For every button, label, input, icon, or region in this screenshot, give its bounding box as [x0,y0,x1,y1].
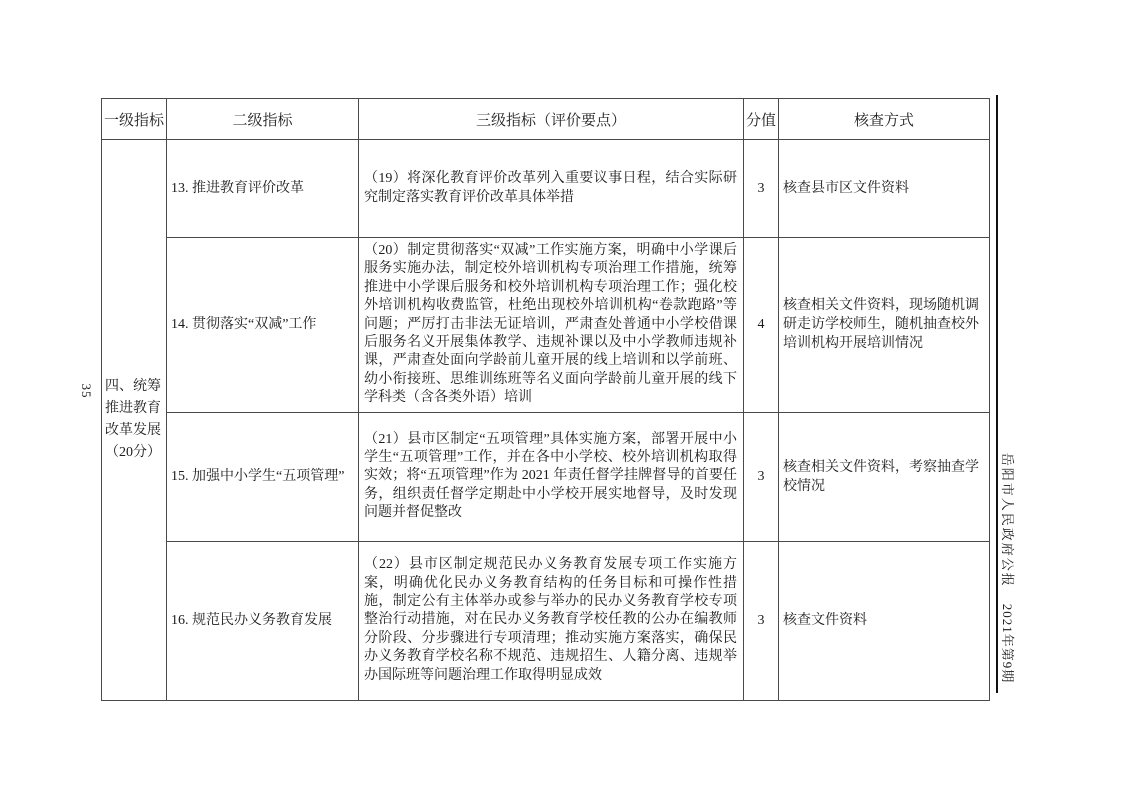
header-level3-indicator: 三级指标（评价要点） [359,99,744,140]
header-level1-indicator: 一级指标 [102,99,167,140]
table-row [102,238,990,413]
verification-method-cell: 核查相关文件资料，考察抽查学校情况 [779,412,990,541]
level3-indicator-cell: （22）县市区制定规范民办义务教育发展专项工作实施方案，明确优化民办义务教育结构的任务目标和可操作性措施，制定公有主体举办或参与举办的民办义务教育学校专项整治行动措施，对在民办义务教育学校任教的公办在编教师分阶段、分步骤进行专项清理；推动实施方案落实，确保民办义务教育学校名称不规范、违规招生、人籍分离、违规举办国际班等问题治理工作取得明显成效 [359,541,744,700]
table-row [102,412,990,541]
right-margin-gazette-title [1000,448,1018,688]
table-row [102,541,990,700]
score-cell: 3 [744,541,779,700]
verification-method-cell: 核查文件资料 [779,541,990,700]
level2-indicator-cell: 13. 推进教育评价改革 [167,140,359,238]
header-score: 分值 [744,99,779,140]
level3-indicator-cell: （20）制定贯彻落实“双减”工作实施方案，明确中小学课后服务实施办法，制定校外培训机构专项治理工作措施，统筹推进中小学课后服务和校外培训机构专项治理工作；强化校外培训机构收费监管，杜绝出现校外培训机构“卷款跑路”等问题；严厉打击非法无证培训，严肃查处普通中小学校借课后服务名义开展集体教学、违规补课以及中小学教师违规补课，严肃查处面向学龄前儿童开展的线上培训和以学前班、幼小衔接班、思维训练班等名义面向学龄前儿童开展的线下学科类（含各类外语）培训 [359,238,744,413]
header-level2-indicator: 二级指标 [167,99,359,140]
score-cell: 4 [744,238,779,413]
right-margin-divider-line [996,95,998,693]
table-header-row [102,99,990,140]
level2-indicator-cell: 16. 规范民办义务教育发展 [167,541,359,700]
verification-method-cell: 核查相关文件资料，现场随机调研走访学校师生，随机抽查校外培训机构开展培训情况 [779,238,990,413]
level1-indicator-cell: 四、统筹推进教育改革发展（20分） [102,140,167,701]
score-cell: 3 [744,412,779,541]
gazette-name: 岳阳市人民政府公报 [1000,452,1016,588]
header-verification-method: 核查方式 [779,99,990,140]
left-page-number: 35 [79,383,94,399]
level3-indicator-cell: （19）将深化教育评价改革列入重要议事日程，结合实际研究制定落实教育评价改革具体举措 [359,140,744,238]
table-row [102,140,990,238]
evaluation-indicator-table [101,98,990,701]
gazette-issue: 2021年第9期 [1000,603,1016,684]
verification-method-cell: 核查县市区文件资料 [779,140,990,238]
score-cell: 3 [744,140,779,238]
level3-indicator-cell: （21）县市区制定“五项管理”具体实施方案，部署开展中小学生“五项管理”工作，并在各中小学校、校外培训机构取得实效；将“五项管理”作为 2021 年责任督学挂牌督导的首要任务，组织责任督学定期赴中小学校开展实地督导，及时发现问题并督促整改 [359,412,744,541]
level2-indicator-cell: 15. 加强中小学生“五项管理” [167,412,359,541]
level2-indicator-cell: 14. 贯彻落实“双减”工作 [167,238,359,413]
